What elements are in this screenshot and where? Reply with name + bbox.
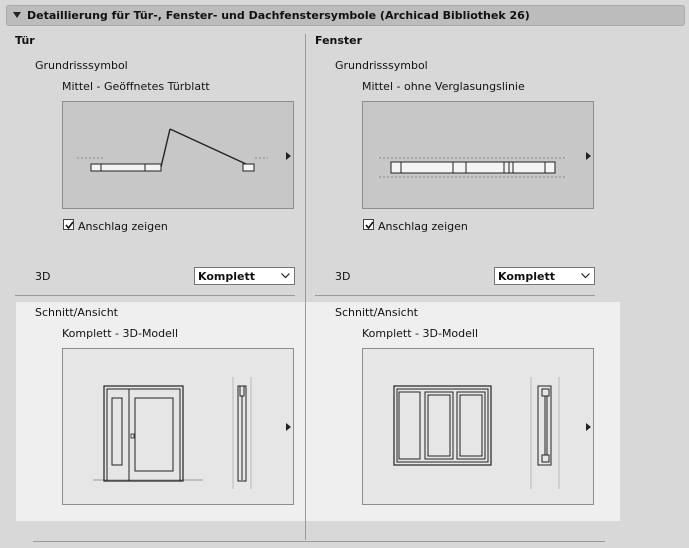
window-section-title: Fenster (315, 34, 363, 47)
door-floorplan-label: Grundrisssymbol (35, 59, 128, 72)
chevron-down-icon (581, 273, 590, 279)
window-3d-label: 3D (335, 270, 351, 283)
window-floorplan-value: Mittel - ohne Verglasungslinie (362, 80, 525, 93)
door-section-next-icon[interactable] (286, 423, 292, 431)
window-section-next-icon[interactable] (586, 423, 592, 431)
chevron-down-icon (281, 273, 290, 279)
door-3d-label: 3D (35, 270, 51, 283)
door-floorplan-preview[interactable] (62, 101, 294, 209)
collapse-triangle-icon[interactable] (13, 12, 21, 18)
window-show-swing-checkbox[interactable] (363, 219, 374, 230)
door-3d-divider (15, 295, 295, 296)
checkmark-icon (364, 220, 375, 231)
door-section-title: Tür (15, 34, 35, 47)
window-floorplan-preview[interactable] (362, 101, 594, 209)
door-show-swing-checkbox[interactable] (63, 219, 74, 230)
column-divider (305, 34, 306, 540)
door-3d-select[interactable] (194, 267, 295, 285)
window-3d-select-value: Komplett (498, 270, 555, 283)
door-floorplan-value: Mittel - Geöffnetes Türblatt (62, 80, 210, 93)
window-floorplan-next-icon[interactable] (586, 152, 592, 160)
door-section-value: Komplett - 3D-Modell (62, 327, 179, 340)
panel-header[interactable] (6, 5, 685, 26)
window-section-value: Komplett - 3D-Modell (362, 327, 479, 340)
window-3d-select[interactable] (494, 267, 595, 285)
panel-title: Detaillierung für Tür-, Fenster- und Dachfenstersymbole (Archicad Bibliothek 26) (27, 9, 530, 22)
window-floorplan-drawing (363, 102, 595, 210)
door-section-drawing (63, 349, 295, 506)
door-floorplan-drawing (63, 102, 295, 210)
window-show-swing-label: Anschlag zeigen (378, 220, 468, 233)
bottom-divider (33, 541, 605, 542)
window-floorplan-label: Grundrisssymbol (335, 59, 428, 72)
door-section-label: Schnitt/Ansicht (35, 306, 118, 319)
door-section-preview[interactable] (62, 348, 294, 505)
window-section-drawing (363, 349, 595, 506)
window-section-preview[interactable] (362, 348, 594, 505)
door-show-swing-label: Anschlag zeigen (78, 220, 168, 233)
window-section-label: Schnitt/Ansicht (335, 306, 418, 319)
door-3d-select-value: Komplett (198, 270, 255, 283)
door-floorplan-next-icon[interactable] (286, 152, 292, 160)
window-3d-divider (315, 295, 595, 296)
checkmark-icon (64, 220, 75, 231)
